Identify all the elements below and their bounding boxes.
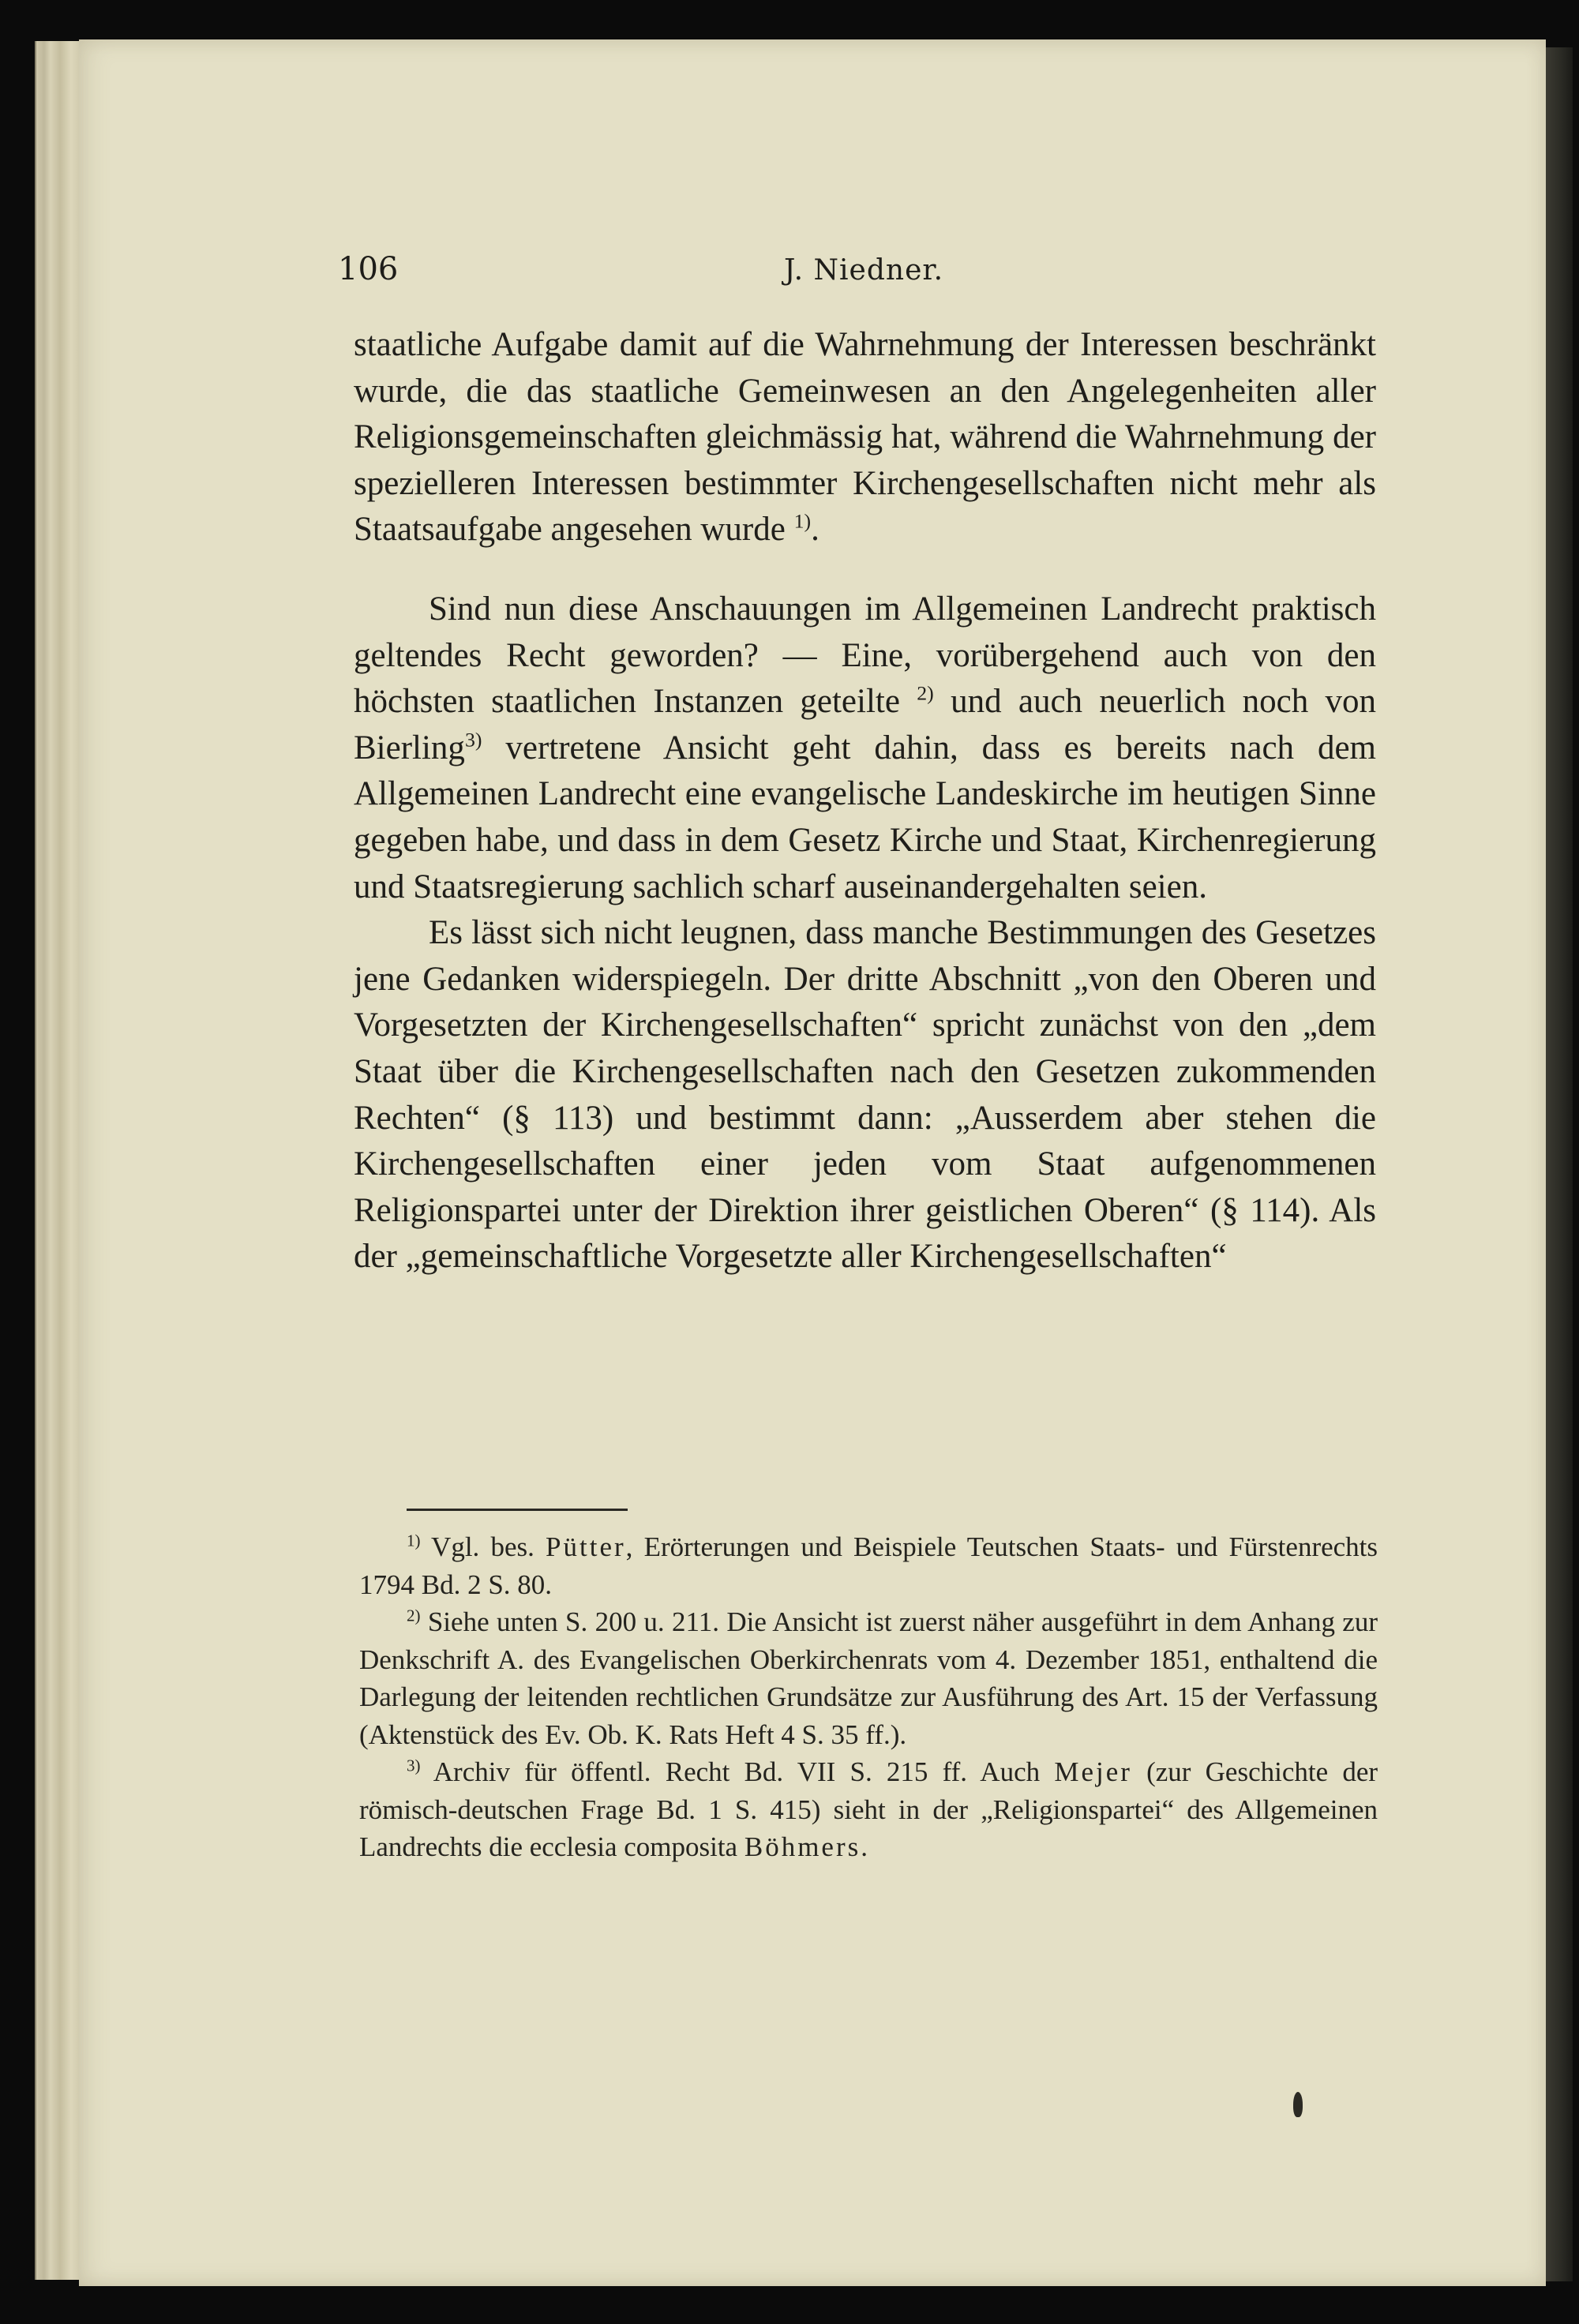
paragraph-1 [354, 322, 1376, 553]
paragraph-1-tail: . [811, 511, 820, 549]
footnote-3-author: Mejer [1054, 1756, 1132, 1787]
paragraph-3-text: Es lässt sich nicht leugnen, dass manche Bestimmungen des Gesetzes jene Gedanken widerspiegeln. Der dritte Abschnitt „von den Oberen und Vorgesetzten der Kirchengesellschaften“ spricht zunächst von den „dem Staat über die Kirchengesellschaften nach den Gesetzen zukommenden Rechten“ (§ 113) und bestimmt dann: „Ausserdem aber stehen die Kirchengesellschaften einer jeden vom Staat aufgenommenen Religionspartei unter der Direktion ihrer geistlichen Oberen“ (§ 114). Als der „gemeinschaftliche Vorgesetzte aller Kirchengesellschaften“ [354, 914, 1376, 1276]
page-number: 106 [338, 251, 399, 287]
page-header [338, 251, 1376, 298]
footnote-1-author: Pütter [546, 1531, 626, 1562]
paragraph-2-c: vertretene Ansicht geht dahin, dass es bereits nach dem Allgemeinen Landrecht eine evangelische Landeskirche im heutigen Sinne gegeben habe, und dass in dem Gesetz Kirche und Staat, Kirchenregierung und Staatsregierung sachlich scharf auseinandergehalten seien. [354, 729, 1376, 905]
footnote-3-author-2: Böhmers. [744, 1831, 870, 1862]
footnote-ref-2: 2) [917, 681, 934, 705]
footnote-2-text: Siehe unten S. 200 u. 211. Die Ansicht ist zuerst näher ausgeführt in dem Anhang zur Denkschrift A. des Evangelischen Oberkirchenrats vom 4. Dezember 1851, enthaltend die Darlegung der leitenden rechtlichen Grundsätze zur Ausführung des Art. 15 der Verfassung (Aktenstück des Ev. Ob. K. Rats Heft 4 S. 35 ff.). [359, 1606, 1378, 1750]
ink-blot [1293, 2092, 1303, 2117]
book-edge-left [35, 41, 84, 2280]
paragraph-3 [354, 910, 1376, 1280]
paragraph-2 [354, 587, 1376, 910]
body-text [354, 322, 1376, 1280]
footnote-1-pre: Vgl. bes. [431, 1531, 534, 1562]
footnote-ref-3: 3) [464, 728, 482, 752]
footnote-3-pre: Archiv für öffentl. Recht Bd. VII S. 215 ff. Auch [433, 1756, 1041, 1787]
paragraph-2-a: Sind nun diese Anschauungen im Allgemeinen Landrecht praktisch geltendes Recht geworden? — Eine, vorübergehend auch von den höchsten staatlichen Instanzen geteilte [354, 590, 1376, 721]
footnote-3-mid: (zur Geschichte der römisch-deutschen Frage Bd. 1 S. 415) sieht in der „Religionspartei“ des Allgemeinen Landrechts die ecclesia composita [359, 1756, 1378, 1862]
footnote-2-marker: 2) [407, 1606, 421, 1625]
footnote-3-marker: 3) [407, 1756, 421, 1775]
footnote-ref-1: 1) [793, 510, 812, 534]
footnote-1-marker: 1) [407, 1531, 421, 1550]
footnote-separator [407, 1509, 628, 1511]
footnote-1 [359, 1528, 1378, 1603]
footnote-2 [359, 1603, 1378, 1753]
footnote-3 [359, 1753, 1378, 1866]
running-head: J. Niedner. [784, 254, 944, 287]
footnote-1-post: , Erörterungen und Beispiele Teutschen Staats- und Fürstenrechts 1794 Bd. 2 S. 80. [359, 1531, 1378, 1600]
paragraph-2-b: und auch neuerlich noch von Bierling [354, 683, 1377, 767]
paragraph-1-text: staatliche Aufgabe damit auf die Wahrnehmung der Interessen beschränkt wurde, die das staatliche Gemeinwesen an den Angelegenheiten aller Religionsgemeinschaften gleichmässig hat, während die Wahrnehmung der spezielleren Interessen bestimmter Kirchengesellschaften nicht mehr als Staatsaufgabe angesehen wurde [354, 326, 1376, 549]
book-edge-right [1546, 47, 1573, 2281]
footnotes [359, 1528, 1378, 1866]
